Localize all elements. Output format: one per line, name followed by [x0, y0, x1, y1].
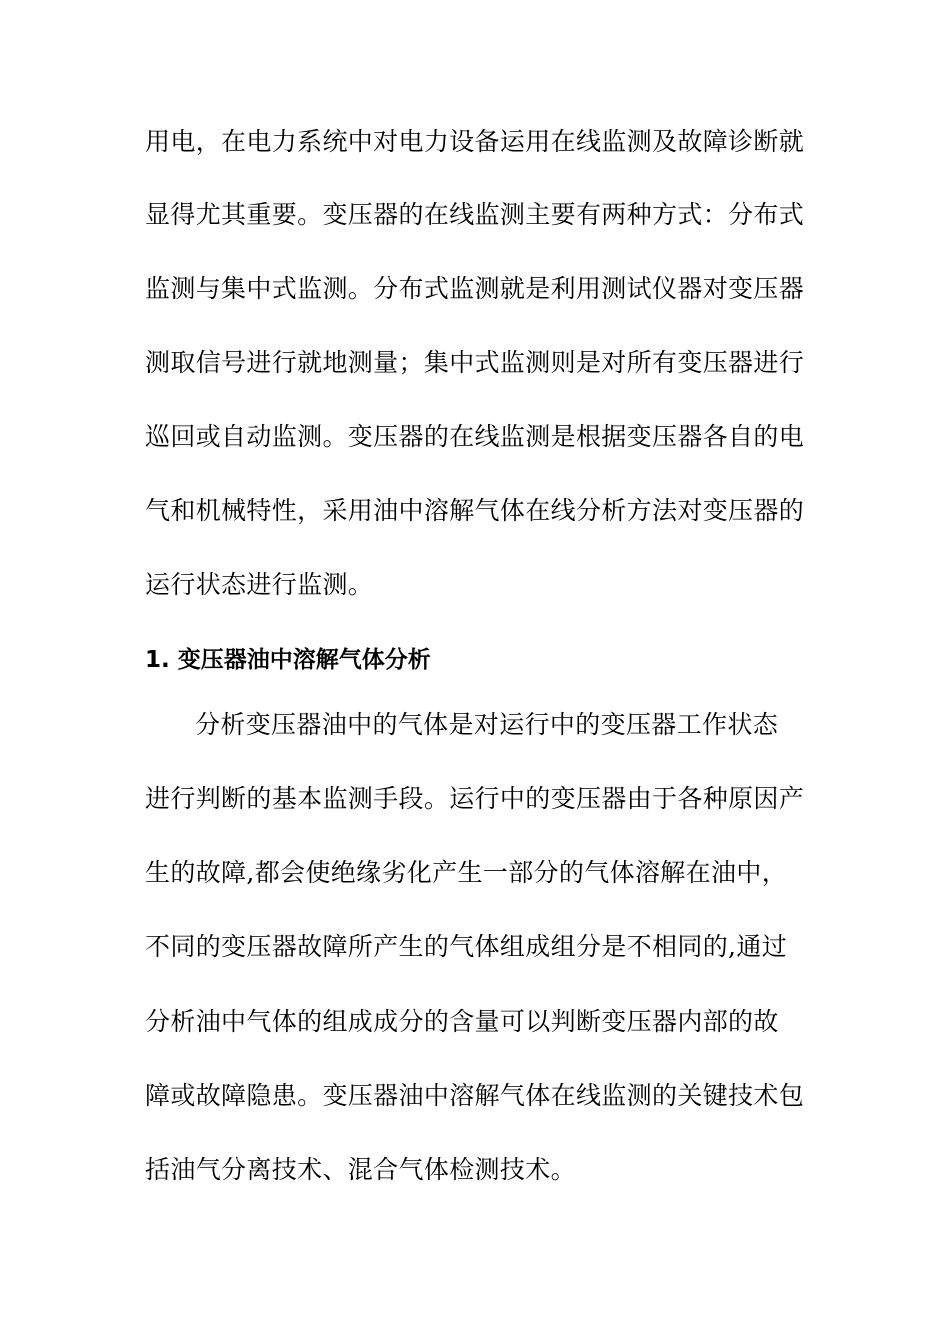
paragraph-2-line-4: 不同的变压器故障所产生的气体组成组分是不相同的,通过 [145, 932, 788, 961]
paragraph-1-line-6: 气和机械特性，采用油中溶解气体在线分析方法对变压器的 [145, 496, 805, 525]
paragraph-2-line-6: 障或故障隐患。变压器油中溶解气体在线监测的关键技术包 [145, 1081, 805, 1110]
paragraph-2-line-3: 生的故障,都会使绝缘劣化产生一部分的气体溶解在油中， [145, 858, 788, 887]
paragraph-1-line-3: 监测与集中式监测。分布式监测就是利用测试仪器对变压器 [145, 274, 805, 303]
paragraph-2-line-7: 括油气分离技术、混合气体检测技术。 [145, 1155, 576, 1184]
paragraph-2-line-1: 分析变压器油中的气体是对运行中的变压器工作状态 [195, 710, 779, 739]
paragraph-2-line-2: 进行判断的基本监测手段。运行中的变压器由于各种原因产 [145, 784, 805, 813]
paragraph-2-line-5: 分析油中气体的组成成分的含量可以判断变压器内部的故 [145, 1007, 779, 1036]
paragraph-1-line-2: 显得尤其重要。变压器的在线监测主要有两种方式：分布式 [145, 200, 805, 229]
paragraph-1-line-1: 用电，在电力系统中对电力设备运用在线监测及故障诊断就 [145, 127, 805, 156]
paragraph-1-line-5: 巡回或自动监测。变压器的在线监测是根据变压器各自的电 [145, 422, 805, 451]
section-heading: 1. 变压器油中溶解气体分析 [145, 647, 431, 673]
paragraph-1-line-7: 运行状态进行监测。 [145, 570, 374, 599]
paragraph-1-line-4: 测取信号进行就地测量；集中式监测则是对所有变压器进行 [145, 348, 805, 377]
